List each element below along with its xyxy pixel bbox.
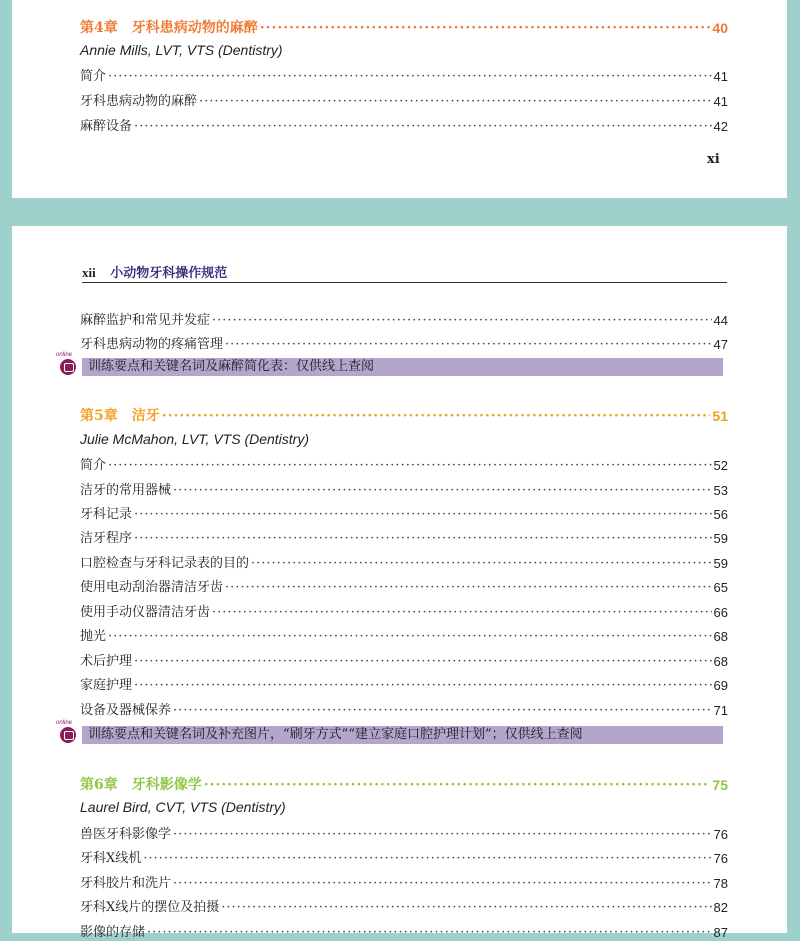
entry-page: 76: [713, 827, 728, 842]
toc-entry[interactable]: [80, 477, 728, 499]
toc-entry[interactable]: [80, 63, 728, 85]
leader-dots: [108, 69, 712, 85]
toc-entry[interactable]: [80, 525, 728, 547]
header-page-number: xii: [82, 265, 96, 280]
entry-label: 术后护理: [80, 654, 133, 669]
entry-label: 牙科X线机: [80, 851, 142, 866]
entry-page: 56: [713, 507, 728, 522]
entry-page: 47: [713, 337, 728, 352]
entry-page: 52: [713, 458, 728, 473]
toc-entry[interactable]: [80, 648, 728, 670]
online-note-bar[interactable]: 训练要点和关键名词及麻醉简化表：仅供线上查阅: [82, 358, 723, 376]
entry-page: 65: [713, 580, 728, 595]
leader-dots: [173, 703, 712, 719]
leader-dots: [162, 408, 711, 424]
entry-label: 牙科X线片的摆位及拍摄: [80, 900, 220, 915]
toc-entry[interactable]: [80, 821, 728, 843]
leader-dots: [134, 531, 712, 547]
entry-page: 82: [713, 900, 728, 915]
entry-label: 麻醉监护和常见并发症: [80, 313, 211, 328]
toc-entry[interactable]: [80, 113, 728, 135]
toc-entry[interactable]: [80, 452, 728, 474]
toc-entry[interactable]: [80, 550, 728, 572]
toc-entry[interactable]: [80, 894, 728, 916]
chapter-page: 40: [712, 20, 728, 36]
entry-label: 牙科记录: [80, 507, 133, 522]
entry-page: 78: [713, 876, 728, 891]
online-note-bar[interactable]: 训练要点和关键名词及补充图片，“刷牙方式”“建立家庭口腔护理计划”；仅供线上查阅: [82, 726, 723, 744]
entry-label: 抛光: [80, 629, 107, 644]
entry-label: 麻醉设备: [80, 119, 133, 134]
leader-dots: [134, 678, 712, 694]
leader-dots: [173, 827, 712, 843]
entry-label: 牙科胶片和洗片: [80, 876, 172, 891]
entry-label: 口腔检查与牙科记录表的目的: [80, 556, 250, 571]
leader-dots: [108, 458, 712, 474]
chapter-6-entry[interactable]: [80, 771, 728, 793]
leader-dots: [173, 876, 712, 892]
chapter-page: 51: [712, 408, 728, 424]
chapter-title: 第4章 牙科患病动物的麻醉: [80, 20, 258, 36]
entry-page: 68: [713, 629, 728, 644]
online-resource-icon: [60, 727, 76, 743]
chapter-author: Laurel Bird, CVT, VTS (Dentistry): [80, 799, 286, 815]
chapter-5-entry[interactable]: [80, 402, 728, 424]
entry-label: 使用手动仪器清洁牙齿: [80, 605, 211, 620]
running-header: [82, 262, 727, 283]
toc-entry[interactable]: [80, 574, 728, 596]
leader-dots: [134, 119, 712, 135]
leader-dots: [147, 925, 712, 941]
entry-label: 牙科患病动物的麻醉: [80, 94, 198, 109]
leader-dots: [134, 654, 712, 670]
toc-entry[interactable]: [80, 599, 728, 621]
entry-page: 69: [713, 678, 728, 693]
entry-page: 59: [713, 531, 728, 546]
leader-dots: [225, 580, 712, 596]
entry-page: 44: [713, 313, 728, 328]
header-book-title: 小动物牙科操作规范: [110, 266, 228, 281]
entry-label: 洁牙程序: [80, 531, 133, 546]
leader-dots: [251, 556, 712, 572]
toc-entry[interactable]: [80, 845, 728, 867]
leader-dots: [108, 629, 712, 645]
online-resource-icon: [60, 359, 76, 375]
entry-page: 42: [713, 119, 728, 134]
leader-dots: [260, 20, 711, 36]
leader-dots: [212, 313, 712, 329]
toc-page-xii: [12, 226, 787, 940]
leader-dots: [204, 777, 711, 793]
toc-entry[interactable]: [80, 870, 728, 892]
toc-entry[interactable]: [80, 501, 728, 523]
toc-page-xi: [12, 0, 787, 198]
entry-label: 简介: [80, 458, 107, 473]
entry-page: 41: [713, 94, 728, 109]
entry-page: 68: [713, 654, 728, 669]
entry-label: 使用电动刮治器清洁牙齿: [80, 580, 224, 595]
chapter-title: 第6章 牙科影像学: [80, 777, 202, 793]
toc-entry[interactable]: [80, 697, 728, 719]
entry-label: 影像的存储: [80, 925, 146, 940]
page-number: xi: [707, 152, 720, 167]
entry-page: 87: [713, 925, 728, 940]
entry-label: 兽医牙科影像学: [80, 827, 172, 842]
entry-page: 76: [713, 851, 728, 866]
online-tag: online: [56, 352, 73, 358]
leader-dots: [212, 605, 712, 621]
chapter-author: Julie McMahon, LVT, VTS (Dentistry): [80, 431, 310, 447]
chapter-title: 第5章 洁牙: [80, 408, 160, 424]
toc-entry[interactable]: [80, 307, 728, 329]
toc-entry[interactable]: [80, 88, 728, 110]
leader-dots: [134, 507, 712, 523]
chapter-page: 75: [712, 777, 728, 793]
leader-dots: [221, 900, 711, 916]
entry-page: 53: [713, 483, 728, 498]
entry-label: 牙科患病动物的疼痛管理: [80, 337, 224, 352]
entry-page: 41: [713, 69, 728, 84]
entry-label: 简介: [80, 69, 107, 84]
toc-entry[interactable]: [80, 623, 728, 645]
entry-label: 设备及器械保养: [80, 703, 172, 718]
toc-entry[interactable]: [80, 919, 728, 941]
chapter-4-entry[interactable]: [80, 14, 728, 36]
leader-dots: [173, 483, 712, 499]
toc-entry[interactable]: [80, 672, 728, 694]
leader-dots: [225, 337, 712, 353]
entry-page: 59: [713, 556, 728, 571]
entry-label: 家庭护理: [80, 678, 133, 693]
entry-page: 66: [713, 605, 728, 620]
chapter-author: Annie Mills, LVT, VTS (Dentistry): [80, 42, 283, 58]
toc-entry[interactable]: [80, 331, 728, 353]
leader-dots: [199, 94, 712, 110]
leader-dots: [143, 851, 711, 867]
entry-label: 洁牙的常用器械: [80, 483, 172, 498]
entry-page: 71: [713, 703, 728, 718]
online-tag: online: [56, 720, 73, 726]
